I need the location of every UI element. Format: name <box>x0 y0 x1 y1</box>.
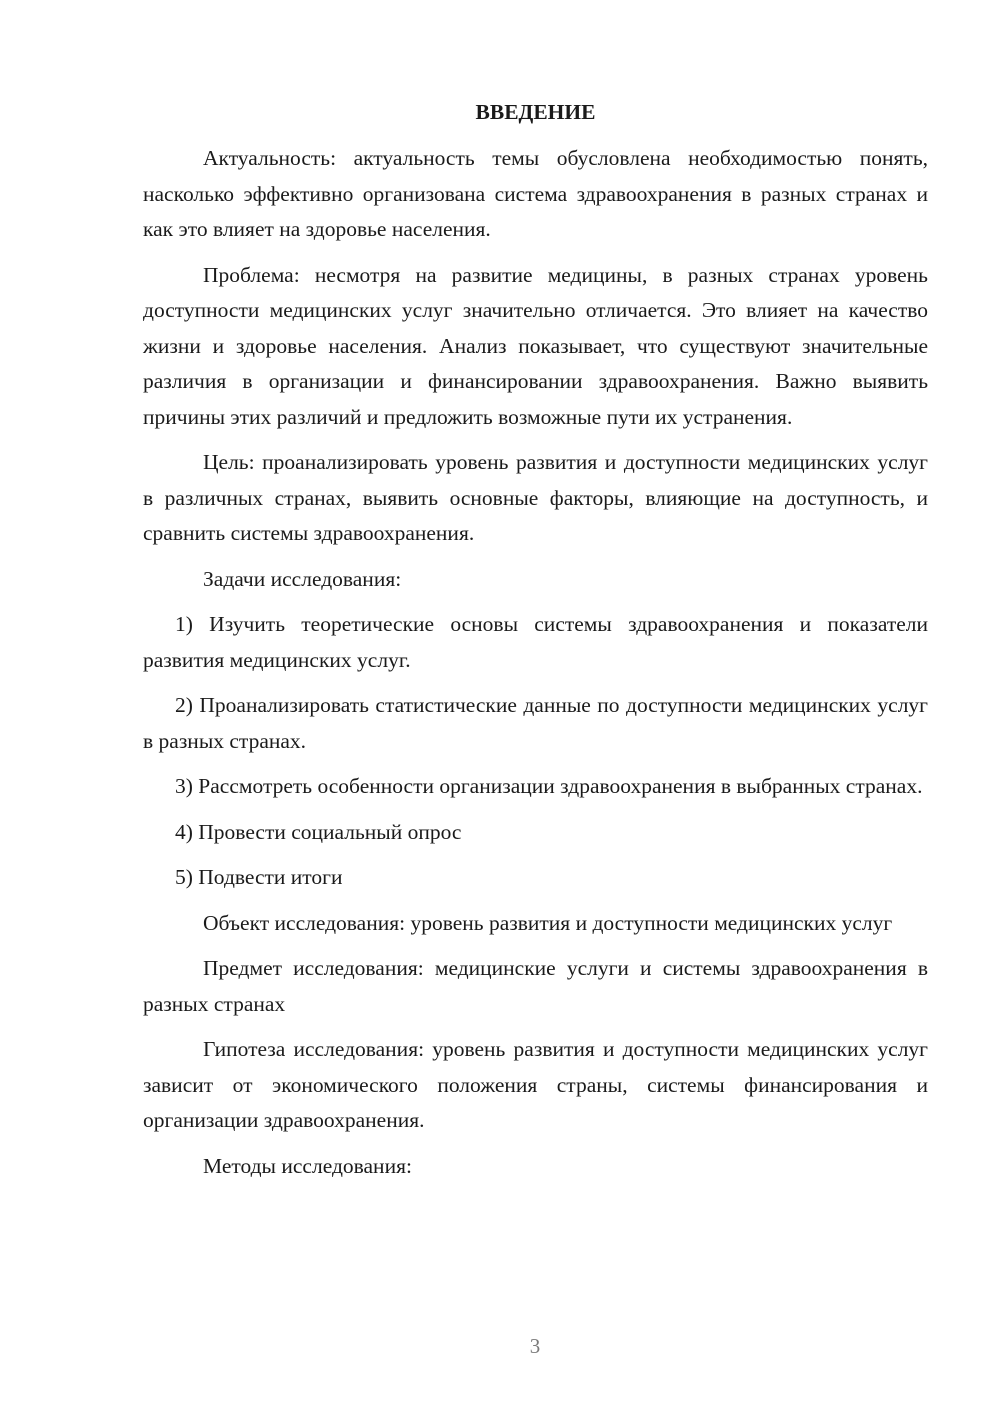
hypothesis-paragraph: Гипотеза исследования: уровень развития и доступности медицинских услуг зависит от экономического положения страны, системы финансирования и организации здравоохранения. <box>143 1037 928 1132</box>
section-heading: ВВЕДЕНИЕ <box>475 100 596 124</box>
task-item: 2) Проанализировать статистические данные по доступности медицинских услуг в разных странах. <box>143 693 928 753</box>
subject-paragraph: Предмет исследования: медицинские услуги и системы здравоохранения в разных странах <box>143 956 928 1016</box>
task-item: 1) Изучить теоретические основы системы здравоохранения и показатели развития медицинских услуг. <box>143 612 928 672</box>
goal-paragraph: Цель: проанализировать уровень развития и доступности медицинских услуг в различных странах, выявить основные факторы, влияющие на доступность, и сравнить системы здравоохранения. <box>143 450 928 545</box>
task-item: 4) Провести социальный опрос <box>175 819 462 844</box>
methods-paragraph: Методы исследования: <box>203 1153 412 1178</box>
page-content <box>143 98 928 1194</box>
object-paragraph: Объект исследования: уровень развития и доступности медицинских услуг <box>203 910 893 935</box>
page-number: 3 <box>529 1334 541 1358</box>
tasks-intro: Задачи исследования: <box>203 566 402 591</box>
task-item: 3) Рассмотреть особенности организации здравоохранения в выбранных странах. <box>175 774 923 798</box>
task-item: 5) Подвести итоги <box>175 865 343 889</box>
relevance-paragraph: Актуальность: актуальность темы обусловлена необходимостью понять, насколько эффективно организована система здравоохранения в разных странах и как это влияет на здоровье населения. <box>143 146 928 241</box>
problem-paragraph: Проблема: несмотря на развитие медицины, в разных странах уровень доступности медицинских услуг значительно отличается. Это влияет на качество жизни и здоровье населения. Анализ показывает, что существуют значительные различия в организации и финансировании здравоохранения. Важно выявить причины этих различий и предложить возможные пути их устранения. <box>143 262 928 429</box>
